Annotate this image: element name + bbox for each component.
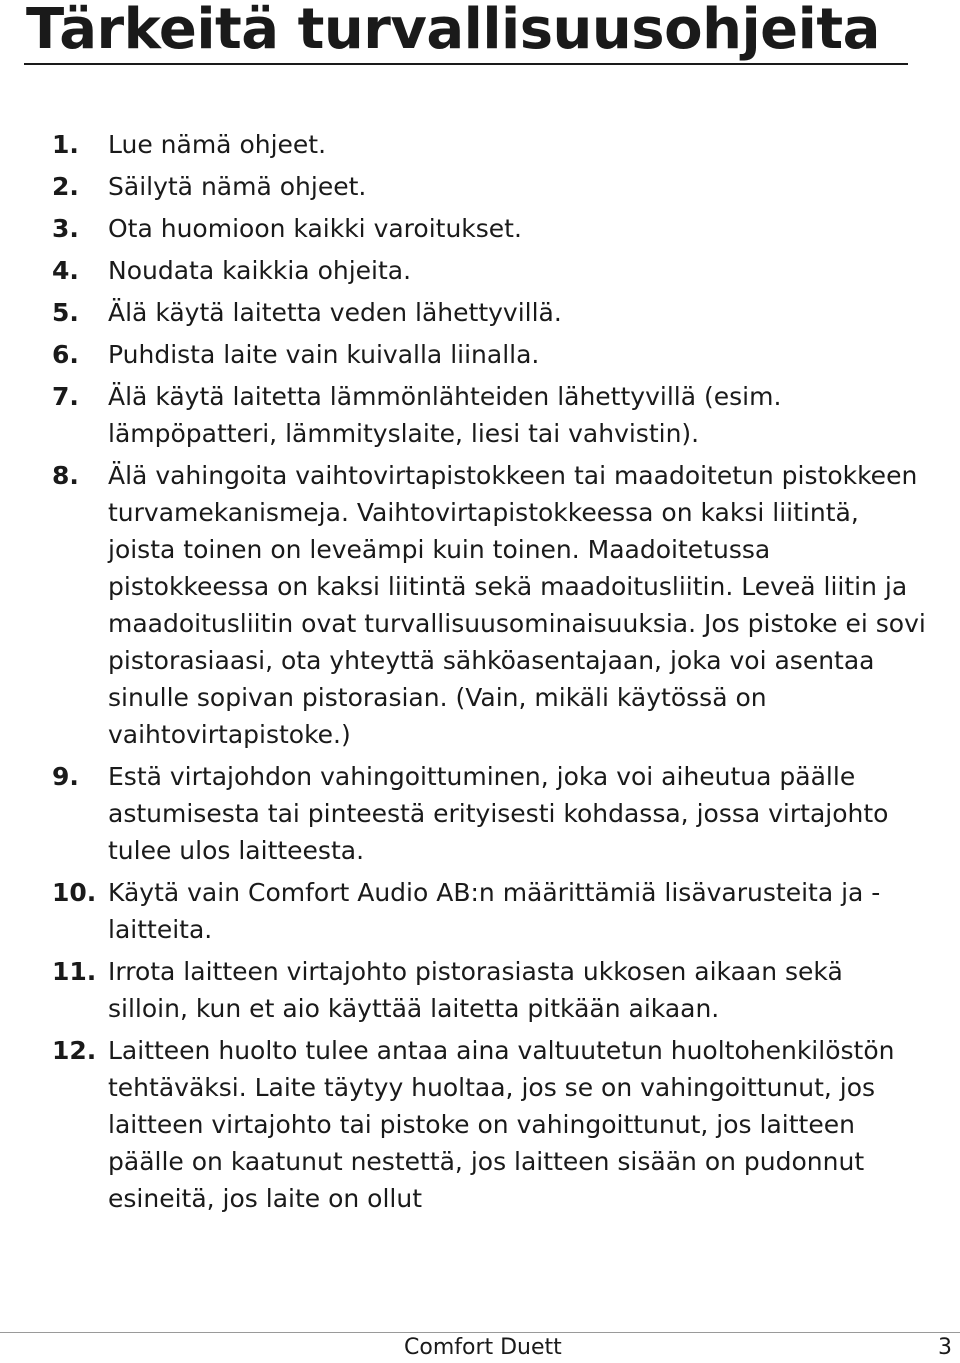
list-item [0,124,928,166]
item-number: 10. [52,878,97,907]
page-number: 3 [938,1335,952,1360]
item-text: Estä virtajohdon vahingoittuminen, joka voi aiheutua päälle astumisesta tai pinteestä erityisesti kohdassa, jossa virtajohto tulee ulos laitteesta. [108,762,889,865]
list-item [0,756,928,872]
item-number: 2. [52,172,79,201]
page-title: Tärkeitä turvallisuusohjeita [26,0,880,62]
item-number: 1. [52,130,79,159]
item-text: Älä vahingoita vaihtovirtapistokkeen tai maadoitetun pistokkeen turvamekanismeja. Vaihtovirtapistokkeessa on kaksi liitintä, joista toinen on leveämpi kuin toinen. Maadoitetussa pistokkeessa on kaksi liitintä sekä maadoitusliitin. Leveä liitin ja maadoitusliitin ovat turvallisuusominaisuuksia. Jos pistoke ei sovi pistorasiaasi, ota yhteyttä sähköasentajaan, joka voi asentaa sinulle sopivan pistorasian. (Vain, mikäli käytössä on vaihtovirtapistoke.) [108,461,926,749]
item-number: 11. [52,957,97,986]
item-number: 9. [52,762,79,791]
item-text: Puhdista laite vain kuivalla liinalla. [108,340,540,369]
list-item [0,455,928,756]
safety-instructions-list [0,124,960,1220]
item-number: 7. [52,382,79,411]
list-item [0,376,928,455]
item-number: 4. [52,256,79,285]
list-item [0,872,928,951]
footer-product-name: Comfort Duett [404,1335,562,1360]
item-number: 5. [52,298,79,327]
item-text: Laitteen huolto tulee antaa aina valtuutetun huoltohenkilöstön tehtäväksi. Laite täytyy huoltaa, jos se on vahingoittunut, jos laitteen virtajohto tai pistoke on vahingoittunut, jos laitteen päälle on kaatunut nestettä, jos laitteen sisään on pudonnut esineitä, jos laite on ollut [108,1036,895,1213]
item-number: 12. [52,1036,97,1065]
item-text: Lue nämä ohjeet. [108,130,327,159]
list-item [0,292,928,334]
list-item [0,250,928,292]
item-text: Älä käytä laitetta veden lähettyvillä. [108,298,562,327]
list-item [0,1030,928,1220]
list-item [0,334,928,376]
list-item [0,208,928,250]
list-item [0,951,928,1030]
list-item [0,166,928,208]
footer-divider [0,1332,960,1333]
item-number: 6. [52,340,79,369]
item-text: Älä käytä laitetta lämmönlähteiden lähettyvillä (esim. lämpöpatteri, lämmityslaite, liesi tai vahvistin). [108,382,782,448]
item-text: Säilytä nämä ohjeet. [108,172,367,201]
item-text: Ota huomioon kaikki varoitukset. [108,214,522,243]
item-text: Noudata kaikkia ohjeita. [108,256,412,285]
item-number: 8. [52,461,79,490]
item-number: 3. [52,214,79,243]
title-divider [24,63,908,65]
item-text: Käytä vain Comfort Audio AB:n määrittämiä lisävarusteita ja -laitteita. [108,878,881,944]
item-text: Irrota laitteen virtajohto pistorasiasta ukkosen aikaan sekä silloin, kun et aio käyttää laitetta pitkään aikaan. [108,957,843,1023]
